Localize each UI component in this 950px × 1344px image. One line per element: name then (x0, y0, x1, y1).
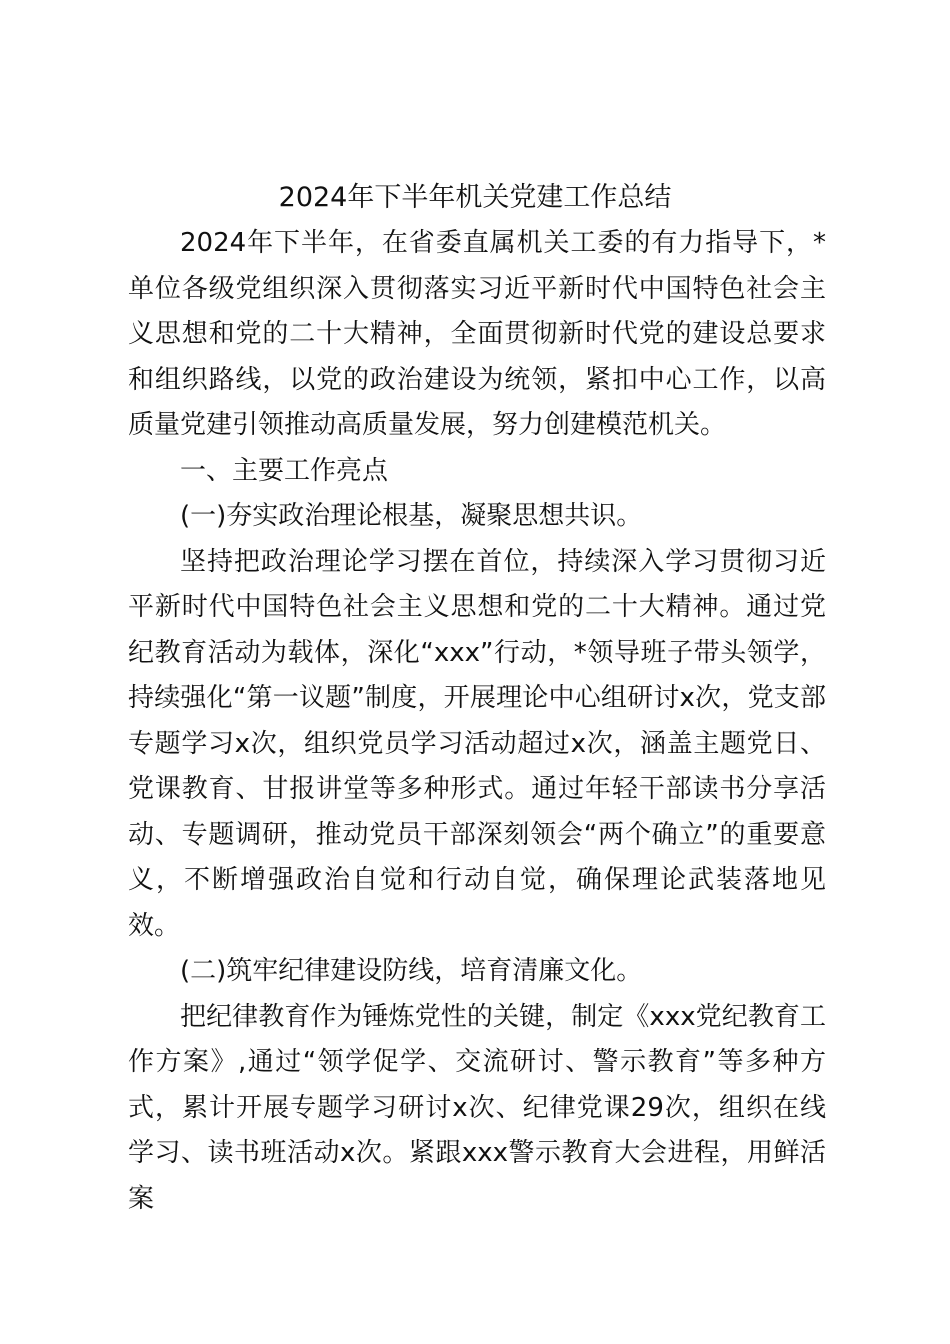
discipline-paragraph: 把纪律教育作为锤炼党性的关键，制定《xxx党纪教育工作方案》,通过“领学促学、交流研讨、警示教育”等多种方式，累计开展专题学习研讨x次、纪律党课29次，组织在线学习、读书班活动x次。紧跟xxx警示教育大会进程，用鲜活案 (128, 1001, 826, 1214)
intro-paragraph: 2024年下半年，在省委直属机关工委的有力指导下，*单位各级党组织深入贯彻落实习近平新时代中国特色社会主义思想和党的二十大精神，全面贯彻新时代党的建设总要求和组织路线，以党的政治建设为统领，紧扣中心工作，以高质量党建引领推动高质量发展，努力创建模范机关。 (128, 228, 826, 440)
subsection-heading-political-theory: (一)夯实政治理论根基，凝聚思想共识。 (180, 501, 643, 531)
document-title: 2024年下半年机关党建工作总结 (278, 182, 672, 213)
document-body (128, 221, 826, 1222)
section-heading-main-highlights: 一、主要工作亮点 (180, 455, 389, 486)
subsection-heading-discipline: (二)筑牢纪律建设防线，培育清廉文化。 (180, 956, 643, 986)
political-theory-paragraph: 坚持把政治理论学习摆在首位，持续深入学习贯彻习近平新时代中国特色社会主义思想和党的二十大精神。通过党纪教育活动为载体，深化“xxx”行动，*领导班子带头领学，持续强化“第一议题”制度，开展理论中心组研讨x次，党支部专题学习x次，组织党员学习活动超过x次，涵盖主题党日、党课教育、甘报讲堂等多种形式。通过年轻干部读书分享活动、专题调研，推动党员干部深刻领会“两个确立”的重要意义，不断增强政治自觉和行动自觉，确保理论武装落地见效。 (128, 546, 826, 941)
